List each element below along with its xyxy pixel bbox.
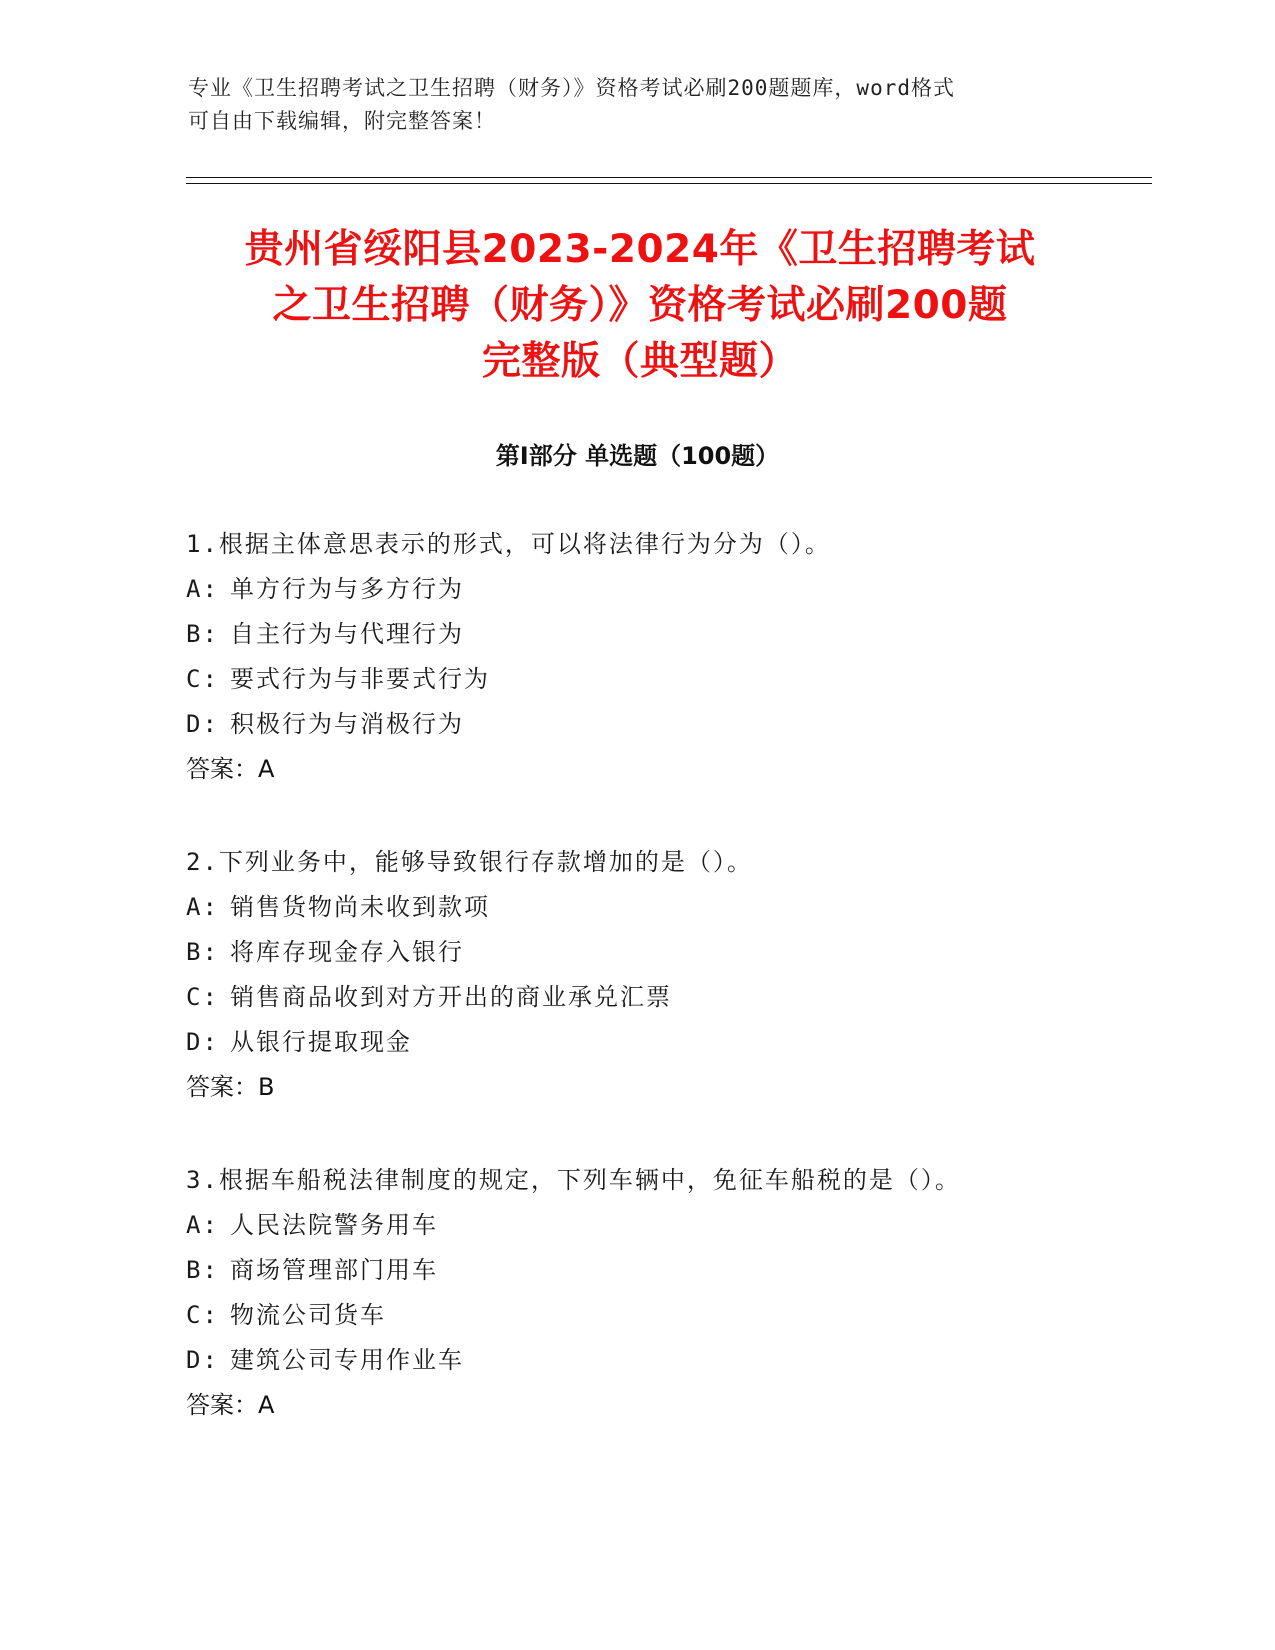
section-heading: 第I部分 单选题（100题）: [495, 442, 780, 470]
header-divider-top: [186, 177, 1152, 178]
option-key: B:: [186, 938, 219, 966]
question-option-c: [186, 657, 1166, 702]
option-text: 从银行提取现金: [230, 1028, 412, 1056]
question-option-b: [186, 1248, 1166, 1293]
question-option-b: [186, 930, 1166, 975]
question-item: [186, 522, 1166, 792]
option-text: 自主行为与代理行为: [230, 620, 464, 648]
option-text: 物流公司货车: [230, 1301, 386, 1329]
question-stem: 2.下列业务中，能够导致银行存款增加的是（）。: [186, 848, 753, 876]
header-note-line-1: 专业《卫生招聘考试之卫生招聘（财务）》资格考试必刷200题题库，word格式: [188, 76, 955, 100]
option-key: A:: [186, 893, 219, 921]
question-option-c: [186, 1293, 1166, 1338]
document-title-line-2: 之卫生招聘（财务）》资格考试必刷200题: [272, 283, 1008, 328]
option-key: B:: [186, 1256, 219, 1284]
question-option-a: [186, 567, 1166, 612]
option-key: D:: [186, 710, 219, 738]
question-stem: 3.根据车船税法律制度的规定，下列车辆中，免征车船税的是（）。: [186, 1166, 961, 1194]
option-key: C:: [186, 665, 219, 693]
option-text: 单方行为与多方行为: [230, 575, 464, 603]
question-stem: 1.根据主体意思表示的形式，可以将法律行为分为（）。: [186, 530, 831, 558]
question-option-d: [186, 1338, 1166, 1383]
option-text: 建筑公司专用作业车: [230, 1346, 464, 1374]
question-option-a: [186, 885, 1166, 930]
option-key: C:: [186, 1301, 219, 1329]
header-divider-bottom: [186, 183, 1152, 184]
option-text: 积极行为与消极行为: [230, 710, 464, 738]
document-title-line-1: 贵州省绥阳县2023-2024年《卫生招聘考试: [244, 227, 1036, 272]
option-key: A:: [186, 1211, 219, 1239]
question-answer: 答案：B: [186, 1073, 275, 1101]
option-key: D:: [186, 1028, 219, 1056]
header-note-line-2: 可自由下载编辑，附完整答案！: [188, 109, 496, 133]
option-key: B:: [186, 620, 219, 648]
option-text: 销售商品收到对方开出的商业承兑汇票: [230, 983, 672, 1011]
question-item: [186, 1158, 1166, 1428]
header-note: [188, 72, 1088, 138]
question-option-d: [186, 702, 1166, 747]
question-item: [186, 840, 1166, 1110]
option-text: 商场管理部门用车: [230, 1256, 438, 1284]
question-option-c: [186, 975, 1166, 1020]
option-text: 将库存现金存入银行: [230, 938, 464, 966]
option-text: 要式行为与非要式行为: [230, 665, 490, 693]
question-answer: 答案：A: [186, 755, 275, 783]
question-option-a: [186, 1203, 1166, 1248]
question-answer: 答案：A: [186, 1391, 275, 1419]
question-option-b: [186, 612, 1166, 657]
question-option-d: [186, 1020, 1166, 1065]
option-key: A:: [186, 575, 219, 603]
option-text: 销售货物尚未收到款项: [230, 893, 490, 921]
document-title: [190, 222, 1090, 390]
document-title-line-3: 完整版（典型题）: [481, 339, 798, 384]
option-key: C:: [186, 983, 219, 1011]
option-key: D:: [186, 1346, 219, 1374]
option-text: 人民法院警务用车: [230, 1211, 438, 1239]
